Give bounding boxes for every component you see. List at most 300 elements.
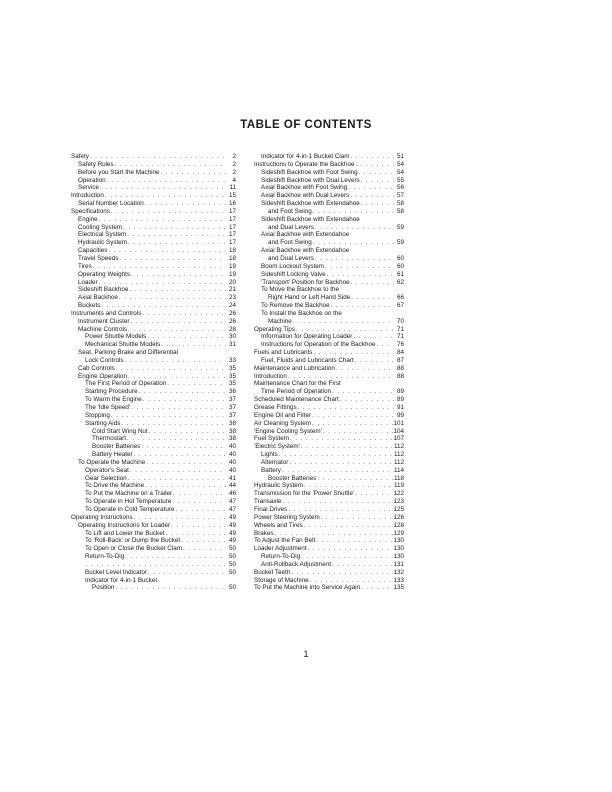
toc-entry	[71, 435, 236, 443]
toc-entry-page: 59	[396, 223, 404, 231]
toc-entry-title: Loader	[78, 278, 98, 286]
toc-entry-title: Loader Adjustment	[254, 545, 307, 553]
toc-entry-page: 126	[393, 513, 404, 521]
toc-entry-page: 118	[393, 474, 404, 482]
toc-entry-title: To Operate the Machine	[78, 458, 146, 466]
toc-entry-title: Buckets	[78, 302, 101, 310]
toc-entry	[71, 349, 236, 357]
toc-entry-title: Axial Backhoe	[78, 294, 118, 302]
toc-entry-page: 76	[396, 341, 404, 349]
toc-entry-title: Safety Rules	[78, 160, 114, 168]
toc-entry-page: 17	[228, 215, 236, 223]
toc-entry-page: 18	[228, 247, 236, 255]
toc-entry-page: 26	[228, 309, 236, 317]
toc-dot-leader	[140, 443, 226, 451]
toc-entry-page: 50	[228, 553, 236, 561]
toc-entry-page: 55	[396, 176, 404, 184]
toc-dot-leader	[349, 192, 394, 200]
toc-entry	[254, 318, 404, 326]
toc-entry	[71, 271, 236, 279]
toc-entry-page: 49	[228, 513, 236, 521]
toc-entry	[254, 514, 404, 522]
toc-dot-leader	[166, 380, 226, 388]
toc-entry-title: Indicator for 4-in-1 Bucket Clam	[261, 153, 350, 160]
toc-entry-title: Wheels and Tires	[254, 521, 303, 529]
toc-entry	[254, 522, 404, 530]
toc-entry-page: 17	[228, 223, 236, 231]
toc-dot-leader	[144, 200, 226, 208]
toc-entry	[71, 451, 236, 459]
toc-entry-title: The First Period of Operation	[85, 380, 167, 388]
toc-dot-leader	[331, 388, 394, 396]
toc-entry	[71, 286, 236, 294]
toc-entry	[254, 153, 404, 161]
toc-entry	[71, 443, 236, 451]
toc-entry-page: 135	[393, 584, 404, 592]
toc-entry	[254, 380, 404, 388]
toc-dot-leader	[92, 263, 226, 271]
toc-entry	[254, 498, 404, 506]
toc-dot-leader	[118, 294, 226, 302]
toc-dot-leader	[350, 153, 394, 161]
toc-entry-title: Sideshift Locking Valve	[261, 270, 326, 278]
toc-entry	[71, 255, 236, 263]
toc-dot-leader	[118, 255, 226, 263]
toc-entry-page: 28	[228, 325, 236, 333]
toc-entry-page: 71	[396, 325, 404, 333]
toc-entry-page: 50	[228, 584, 236, 592]
toc-entry	[254, 326, 404, 334]
toc-entry-title: Cooling System	[78, 223, 123, 231]
toc-entry-page: 133	[393, 576, 404, 584]
toc-dot-leader	[126, 435, 226, 443]
toc-entry	[254, 216, 404, 224]
toc-entry-title: Cold Start Wing Nut	[92, 427, 148, 435]
toc-entry	[71, 577, 236, 585]
toc-dot-leader	[335, 365, 394, 373]
toc-entry-title: Operator's Seat	[85, 466, 129, 474]
toc-dot-leader	[175, 506, 227, 514]
toc-entry-title: Sideshift Backhoe	[78, 286, 129, 294]
toc-entry-title: Alternator	[261, 458, 289, 466]
toc-entry-title: Battery	[261, 466, 281, 474]
toc-entry-page: 24	[228, 302, 236, 310]
toc-entry	[71, 545, 236, 553]
toc-entry	[254, 208, 404, 216]
toc-entry	[71, 192, 236, 200]
toc-dot-leader	[358, 169, 394, 177]
toc-entry-title: Sideshift Backhoe with Foot Swing	[261, 168, 358, 176]
toc-entry	[71, 388, 236, 396]
toc-dot-leader	[330, 302, 394, 310]
toc-dot-leader	[127, 373, 226, 381]
toc-entry	[254, 467, 404, 475]
toc-entry-page: 125	[393, 505, 404, 513]
toc-dot-leader	[315, 537, 393, 545]
toc-entry	[71, 506, 236, 514]
toc-entry-page: 89	[396, 396, 404, 404]
toc-entry-title: Return-To-Dig	[261, 553, 301, 561]
toc-entry-title: Engine Operation	[78, 372, 128, 380]
toc-dot-leader	[331, 561, 393, 569]
toc-entry	[254, 451, 404, 459]
toc-entry	[71, 498, 236, 506]
toc-entry-page: 60	[396, 262, 404, 270]
toc-entry	[254, 357, 404, 365]
toc-entry	[254, 475, 404, 483]
toc-dot-leader	[312, 208, 394, 216]
toc-entry-page: 51	[396, 153, 404, 160]
toc-entry-title: Grease Fittings	[254, 404, 297, 411]
toc-entry-title: Indicator for 4-in-1 Bucket	[85, 576, 158, 584]
toc-entry-title: Instructions for Operation of the Backhoe	[261, 341, 376, 349]
toc-dot-leader	[290, 569, 393, 577]
toc-entry	[71, 467, 236, 475]
toc-entry-page: 58	[396, 207, 404, 215]
toc-entry	[71, 302, 236, 310]
toc-dot-leader	[142, 396, 226, 404]
toc-entry-title: Serial Number Location	[78, 200, 144, 208]
toc-entry-title: Battery Heater	[92, 451, 133, 459]
toc-entry-title: Scheduled Maintenance Chart	[254, 396, 339, 404]
toc-entry	[254, 302, 404, 310]
toc-dot-leader	[281, 498, 393, 506]
toc-entry	[71, 475, 236, 483]
toc-entry-title: Machine	[268, 317, 292, 325]
toc-entry-page: 89	[396, 388, 404, 396]
toc-dot-leader	[300, 443, 394, 451]
toc-dot-leader	[104, 192, 226, 200]
toc-entry-title: Brakes	[254, 529, 274, 537]
toc-entry-page: 88	[396, 372, 404, 380]
toc-entry	[254, 255, 404, 263]
toc-entry	[254, 192, 404, 200]
toc-entry	[71, 216, 236, 224]
toc-dot-leader	[127, 475, 226, 483]
toc-dot-leader	[124, 553, 226, 561]
toc-entry-title: Air Cleaning System	[254, 419, 312, 427]
toc-entry-page: 26	[228, 317, 236, 325]
toc-entry-page: 49	[228, 521, 236, 529]
toc-entry-title: Power Shuttle Models	[85, 333, 147, 341]
toc-entry-page: 119	[393, 482, 404, 490]
toc-entry	[254, 561, 404, 569]
toc-entry-page: 23	[228, 294, 236, 302]
page-number: 1	[303, 649, 309, 659]
toc-entry-title: Capacities	[78, 247, 108, 255]
toc-entry-title: To Remove the Backhoe	[261, 302, 330, 310]
toc-dot-leader	[144, 482, 226, 490]
toc-entry-title: Booster Batteries	[92, 443, 141, 451]
toc-entry	[71, 318, 236, 326]
toc-entry-page: 30	[228, 333, 236, 341]
toc-entry	[71, 404, 236, 412]
toc-entry-page: 54	[396, 168, 404, 176]
toc-entry-title: Specifications	[71, 207, 110, 215]
toc-dot-leader	[360, 177, 394, 185]
toc-entry-page: 66	[396, 294, 404, 302]
toc-entry	[254, 294, 404, 302]
toc-entry-title: Return-To-Dig	[85, 553, 125, 561]
toc-entry-page: 49	[228, 529, 236, 537]
toc-entry	[254, 530, 404, 538]
toc-entry	[71, 530, 236, 538]
toc-dot-leader	[303, 482, 394, 490]
toc-entry	[71, 333, 236, 341]
toc-entry-title: Instrument Cluster	[78, 317, 130, 325]
toc-dot-leader	[98, 279, 226, 287]
toc-entry-title: Before you Start the Machine	[78, 168, 160, 176]
toc-entry	[254, 349, 404, 357]
toc-entry-title: Hydraulic System	[78, 239, 127, 247]
toc-dot-leader	[110, 412, 226, 420]
toc-entry-title: Mechanical Shuttle Models	[85, 341, 161, 349]
toc-entry-page: 17	[228, 239, 236, 247]
toc-dot-leader	[106, 177, 226, 185]
toc-dot-leader	[309, 577, 394, 585]
toc-entry-title: Maintenance and Lubrication	[254, 364, 335, 372]
toc-entry	[254, 263, 404, 271]
toc-entry-title: Operating Instructions	[71, 513, 133, 521]
toc-entry-title: Information for Operating Loader	[261, 333, 353, 341]
toc-entry-page: 112	[393, 458, 404, 466]
toc-entry	[254, 341, 404, 349]
toc-entry	[254, 490, 404, 498]
toc-entry	[254, 239, 404, 247]
toc-entry-page: 2	[232, 168, 236, 176]
toc-entry	[254, 577, 404, 585]
toc-dot-leader	[138, 388, 226, 396]
toc-dot-leader	[130, 404, 226, 412]
toc-entry-page: 31	[228, 341, 236, 349]
toc-entry	[71, 357, 236, 365]
toc-entry-title: Lights	[261, 451, 278, 459]
toc-entry-title: Final Drives	[254, 505, 288, 513]
toc-entry	[71, 169, 236, 177]
toc-dot-leader	[171, 498, 226, 506]
toc-entry	[254, 537, 404, 545]
toc-dot-leader	[129, 467, 226, 475]
toc-entry-title: To Open or Close the Bucket Clam	[85, 545, 182, 553]
toc-entry	[71, 522, 236, 530]
toc-entry-title: Seat, Parking Brake and Differential	[78, 349, 178, 357]
toc-dot-leader	[182, 545, 226, 553]
toc-entry-title: Sideshift Backhoe with Extendahoe	[261, 200, 360, 208]
toc-entry	[71, 231, 236, 239]
toc-entry-title: Sideshift Backhoe with Extendahoe	[261, 215, 360, 223]
toc-entry-page: 131	[393, 560, 404, 568]
toc-entry-title: 'Transport' Position for Backhoe	[261, 278, 350, 286]
toc-entry	[71, 514, 236, 522]
toc-dot-leader	[314, 255, 394, 263]
toc-entry	[71, 373, 236, 381]
toc-entry	[71, 459, 236, 467]
toc-dot-leader	[274, 530, 394, 538]
toc-entry-page: 104	[393, 427, 404, 435]
toc-dot-leader	[300, 553, 393, 561]
toc-dot-leader	[89, 153, 226, 161]
toc-entry-page: 18	[228, 254, 236, 262]
toc-entry-title: Booster Batteries	[268, 474, 317, 482]
toc-entry	[71, 490, 236, 498]
page-title: TABLE OF CONTENTS	[240, 119, 372, 131]
toc-dot-leader	[114, 584, 226, 592]
toc-dot-leader	[295, 326, 394, 334]
toc-entry-title: To Put the Machine into Service Again	[254, 584, 361, 592]
toc-entry	[254, 271, 404, 279]
toc-entry	[254, 459, 404, 467]
toc-entry-page: 123	[393, 498, 404, 506]
toc-entry	[71, 279, 236, 287]
toc-entry	[71, 553, 236, 561]
toc-dot-leader	[352, 333, 394, 341]
toc-entry-title: Engine Oil and Filter	[254, 411, 312, 419]
toc-entry-page: 56	[396, 184, 404, 192]
toc-dot-leader	[292, 318, 394, 326]
toc-dot-leader	[297, 404, 394, 412]
toc-entry-page: 114	[393, 466, 404, 474]
toc-entry	[254, 506, 404, 514]
toc-entry-page: 20	[228, 278, 236, 286]
toc-entry	[254, 169, 404, 177]
toc-entry	[254, 333, 404, 341]
toc-entry-page: 37	[228, 396, 236, 404]
toc-entry-title: Cab Controls	[78, 364, 115, 372]
toc-dot-leader	[141, 310, 226, 318]
toc-entry-title: To 'Roll-Back' or Dump the Bucket	[85, 537, 181, 545]
toc-dot-leader	[311, 412, 394, 420]
toc-entry-title: Starting Aids	[85, 419, 121, 427]
toc-entry-page: 60	[396, 254, 404, 262]
toc-dot-leader	[303, 522, 394, 530]
toc-dot-leader	[127, 239, 226, 247]
toc-entry-title: To Operate in Cold Temperature	[85, 505, 175, 513]
toc-entry-page: 17	[228, 207, 236, 215]
toc-entry-title: Hydraulic System	[254, 482, 303, 490]
toc-entry-title: Axial Backhoe with Dual Levers	[261, 192, 350, 200]
toc-entry-page: 35	[228, 380, 236, 388]
toc-dot-leader	[114, 161, 226, 169]
toc-entry-page: 91	[396, 404, 404, 411]
toc-entry	[71, 396, 236, 404]
toc-entry-page: 67	[396, 302, 404, 310]
toc-dot-leader	[278, 451, 394, 459]
toc-dot-leader	[287, 373, 394, 381]
toc-entry	[71, 420, 236, 428]
toc-entry-page: 47	[228, 498, 236, 506]
toc-entry-title: Gear Selection	[85, 474, 127, 482]
toc-entry-page: 61	[396, 270, 404, 278]
toc-entry	[254, 553, 404, 561]
toc-dot-leader	[85, 561, 226, 569]
toc-entry	[71, 208, 236, 216]
toc-entry	[254, 420, 404, 428]
toc-entry-page: 84	[396, 349, 404, 357]
toc-entry	[254, 428, 404, 436]
toc-entry	[71, 365, 236, 373]
toc-entry	[71, 200, 236, 208]
toc-entry	[71, 177, 236, 185]
toc-entry-page: 17	[228, 231, 236, 239]
toc-entry-title: Travel Speeds	[78, 254, 119, 262]
toc-dot-leader	[354, 357, 394, 365]
toc-dot-leader	[288, 459, 394, 467]
toc-dot-leader	[354, 161, 394, 169]
toc-entry-page: 122	[393, 490, 404, 498]
toc-entry-title: Position	[92, 584, 115, 592]
toc-entry-page: 87	[396, 356, 404, 364]
toc-entry-page: 129	[393, 529, 404, 537]
toc-entry	[254, 404, 404, 412]
toc-entry-title: Axial Backhoe with Foot Swing	[261, 184, 348, 192]
toc-entry-page: 11	[229, 184, 236, 192]
toc-entry-page: 38	[228, 419, 236, 427]
toc-entry	[254, 310, 404, 318]
toc-entry-title: Transaxle	[254, 498, 282, 506]
toc-dot-leader	[314, 224, 394, 232]
toc-entry-title: Operating Weights	[78, 270, 131, 278]
toc-entry-title: To Move the Backhoe to the	[261, 286, 340, 294]
toc-entry-title: Instructions to Operate the Backhoe	[254, 160, 355, 168]
toc-dot-leader	[170, 522, 226, 530]
toc-entry	[71, 153, 236, 161]
toc-entry-page: 71	[396, 333, 404, 341]
toc-dot-leader	[133, 451, 226, 459]
toc-entry-title: Introduction	[254, 372, 287, 380]
toc-entry-page: 37	[228, 404, 236, 411]
toc-entry	[254, 224, 404, 232]
toc-dot-leader	[354, 490, 393, 498]
toc-dot-leader	[350, 294, 394, 302]
toc-entry	[254, 247, 404, 255]
toc-dot-leader	[128, 286, 226, 294]
toc-dot-leader	[148, 428, 226, 436]
toc-dot-leader	[289, 435, 393, 443]
toc-entry-page: 112	[393, 443, 404, 451]
toc-dot-leader	[129, 318, 226, 326]
toc-entry-title: 'Engine Cooling System'	[254, 427, 322, 435]
toc-entry-page: 38	[228, 435, 236, 443]
toc-entry-page: 16	[228, 200, 236, 208]
toc-entry-title: Stopping	[85, 411, 110, 419]
toc-entry-page: 19	[228, 262, 236, 270]
toc-entry	[71, 561, 236, 569]
toc-entry-title: Sideshift Backhoe with Dual Levers	[261, 176, 360, 184]
toc-entry-title: Right Hand or Left Hand Side	[268, 294, 351, 302]
toc-entry-title: and Dual Levers	[268, 254, 314, 262]
toc-entry-title: 'Electric System'	[254, 443, 300, 451]
toc-entry-page: 70	[396, 317, 404, 325]
toc-entry-title: Lock Controls	[85, 356, 124, 364]
toc-dot-leader	[326, 271, 394, 279]
toc-entry	[254, 177, 404, 185]
toc-dot-leader	[145, 459, 226, 467]
toc-entry-page: 49	[228, 537, 236, 545]
toc-entry	[71, 584, 236, 592]
toc-dot-leader	[311, 420, 393, 428]
toc-entry-page: 112	[393, 451, 404, 459]
toc-entry	[71, 326, 236, 334]
toc-entry	[254, 365, 404, 373]
toc-entry-title: Tires	[78, 262, 92, 270]
toc-dot-leader	[312, 239, 394, 247]
toc-entry	[254, 396, 404, 404]
toc-entry-page: 54	[396, 160, 404, 168]
toc-dot-leader	[160, 169, 226, 177]
toc-entry-title: Operating Instructions for Loader	[78, 521, 171, 529]
toc-dot-leader	[98, 216, 226, 224]
toc-dot-leader	[350, 279, 394, 287]
